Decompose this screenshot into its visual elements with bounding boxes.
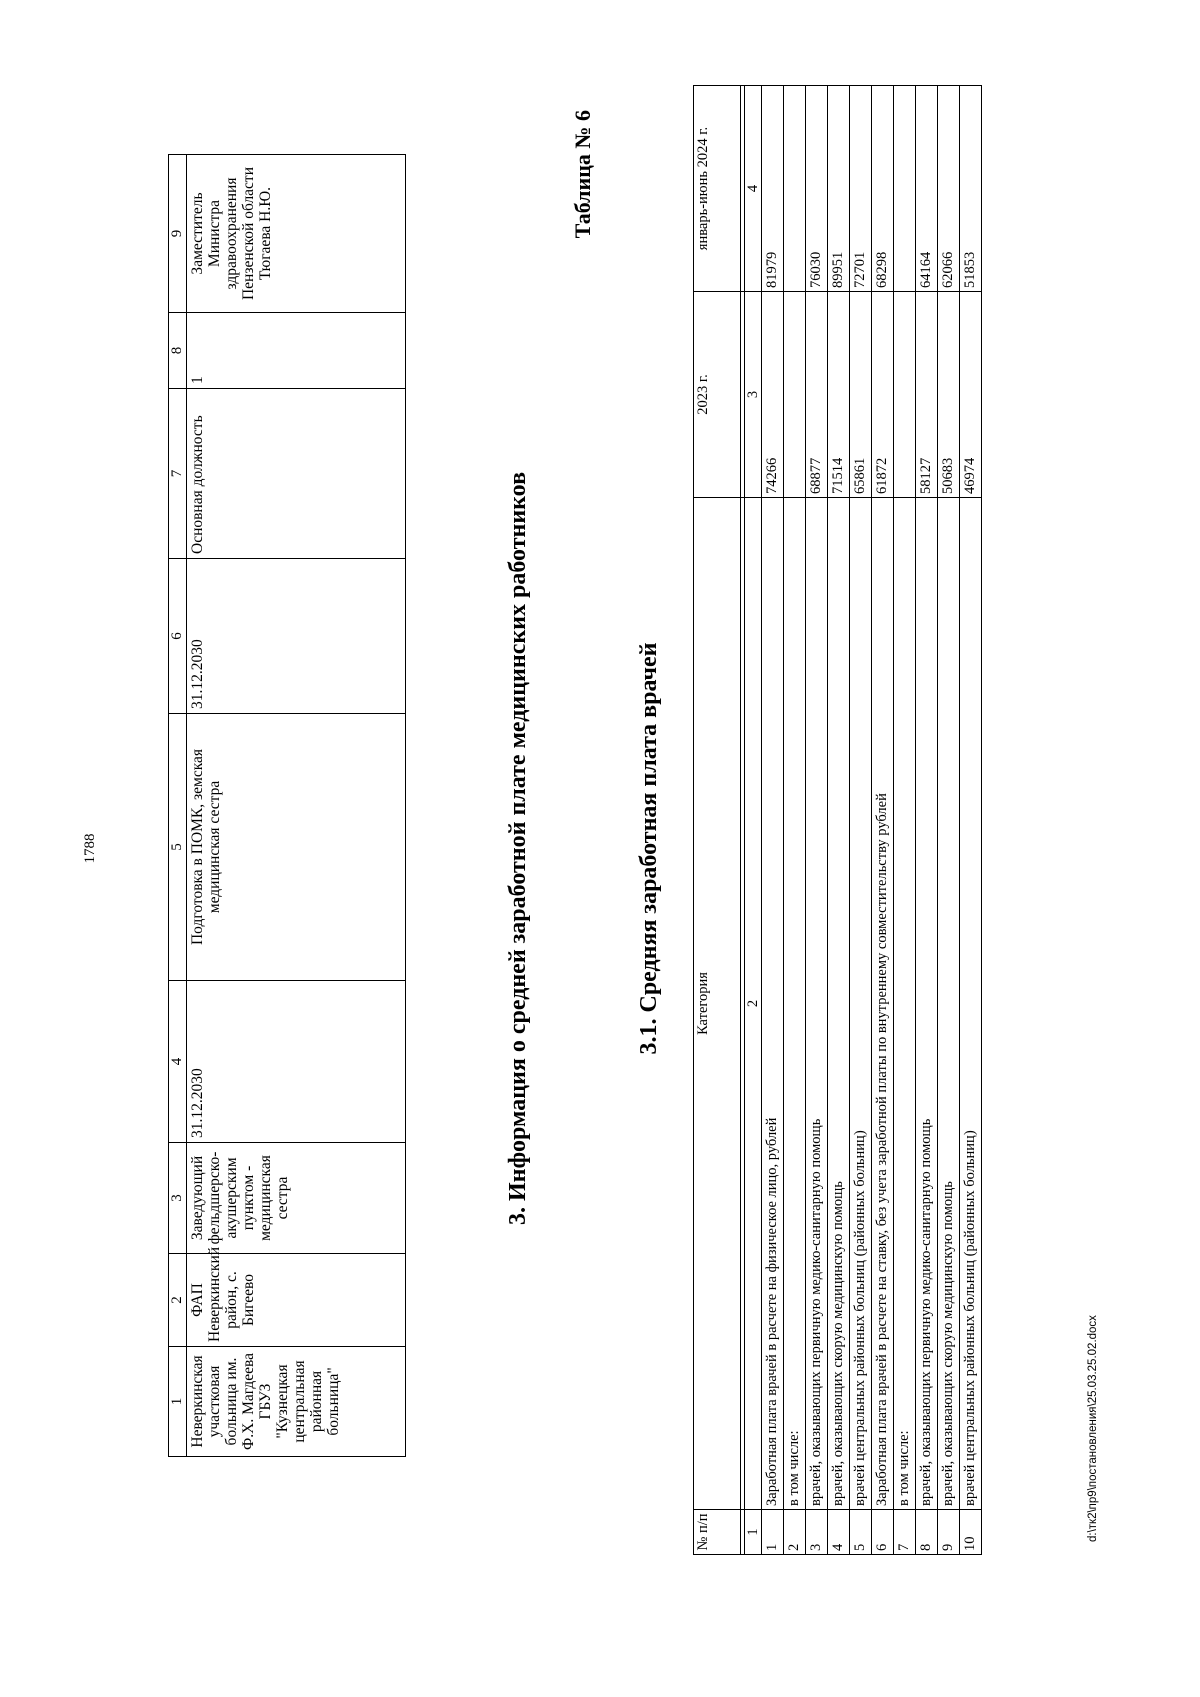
row-value-2023: 71514 [828,292,850,498]
table-row [872,86,894,1555]
organization-cell: Неверкинская участковая больница им. Ф.Х. Магдеева ГБУЗ "Кузнецкая центральная районная больница" [187,1347,406,1457]
staff-header-cell: 8 [169,313,187,389]
table-row [938,86,960,1555]
row-number: 5 [850,1510,872,1555]
row-value-2024: 51853 [960,86,982,292]
index-cell: 1 [745,1510,762,1555]
row-number: 7 [894,1510,916,1555]
row-number: 2 [784,1510,806,1555]
count-cell: 1 [187,313,406,389]
row-value-2023: 46974 [960,292,982,498]
date-cell: 31.12.2030 [187,559,406,714]
training-cell: Подготовка в ПОМК, земская медицинская сестра [187,714,406,981]
staff-header-cell: 9 [169,155,187,313]
table-row [916,86,938,1555]
row-category: Заработная плата врачей в расчете на ставку, без учета заработной платы по внутреннему совместительству рублей [872,498,894,1510]
page-number: 1788 [82,833,98,864]
row-value-2024: 64164 [916,86,938,292]
row-category: в том числе: [894,498,916,1510]
row-category: врачей центральных районных больниц (районных больниц) [960,498,982,1510]
row-value-2024 [784,86,806,292]
row-value-2024: 76030 [806,86,828,292]
salary-table [693,85,982,1555]
staff-header-cell: 1 [169,1347,187,1457]
staff-table-row [187,155,406,1457]
num-header: № п/п [694,1510,741,1555]
row-number: 4 [828,1510,850,1555]
date-cell: 31.12.2030 [187,981,406,1143]
row-value-2024 [894,86,916,292]
subsection-title: 3.1. Средняя заработная плата врачей [636,642,662,1055]
unit-cell: ФАП Неверкинский район, с. Бигеево [187,1254,406,1347]
row-number: 1 [762,1510,784,1555]
row-value-2024: 68298 [872,86,894,292]
table-row [894,86,916,1555]
table-row [960,86,982,1555]
category-header: Категория [694,498,741,1510]
row-value-2023 [894,292,916,498]
staff-header-cell: 5 [169,714,187,981]
row-category: врачей центральных районных больниц (районных больниц) [850,498,872,1510]
row-category: врачей, оказывающих первичную медико-санитарную помощь [806,498,828,1510]
table-row [828,86,850,1555]
row-value-2024: 81979 [762,86,784,292]
row-value-2023: 50683 [938,292,960,498]
row-value-2024: 89951 [828,86,850,292]
row-value-2023: 65861 [850,292,872,498]
period-2024-header: январь-июнь 2024 г. [694,86,741,292]
row-value-2023: 74266 [762,292,784,498]
salary-table-header [694,86,741,1555]
position-type-cell: Основная должность [187,389,406,559]
table-caption: Таблица № 6 [570,110,595,239]
row-number: 6 [872,1510,894,1555]
footer-file-path: d:\тк2\пр9\постановления\25.03.25.02.docx [1087,1315,1099,1542]
row-number: 9 [938,1510,960,1555]
row-number: 8 [916,1510,938,1555]
index-cell: 2 [745,498,762,1510]
index-cell: 4 [745,86,762,292]
staff-header-cell: 6 [169,559,187,714]
row-number: 10 [960,1510,982,1555]
responsible-cell: Заместитель Министра здравоохранения Пензенской области Тюгаева Н.Ю. [187,155,406,313]
row-value-2024: 72701 [850,86,872,292]
section-title: 3. Информация о средней заработной плате медицинских работников [505,471,531,1226]
staff-header-cell: 3 [169,1143,187,1254]
position-cell: Заведующий фельдшерско-акушерским пунктом - медицинская сестра [187,1143,406,1254]
table-row [784,86,806,1555]
staff-header-cell: 2 [169,1254,187,1347]
row-number: 3 [806,1510,828,1555]
table-row [806,86,828,1555]
salary-index-row [745,86,762,1555]
row-value-2024: 62066 [938,86,960,292]
row-value-2023: 61872 [872,292,894,498]
staff-table-header [169,155,187,1457]
table-row [850,86,872,1555]
row-category: в том числе: [784,498,806,1510]
row-category: врачей, оказывающих скорую медицинскую помощь [828,498,850,1510]
row-value-2023 [784,292,806,498]
row-category: врачей, оказывающих первичную медико-санитарную помощь [916,498,938,1510]
year-2023-header: 2023 г. [694,292,741,498]
staff-header-cell: 4 [169,981,187,1143]
index-cell: 3 [745,292,762,498]
staff-table [168,154,406,1457]
row-value-2023: 58127 [916,292,938,498]
row-category: врачей, оказывающих скорую медицинскую помощь [938,498,960,1510]
row-category: Заработная плата врачей в расчете на физическое лицо, рублей [762,498,784,1510]
row-value-2023: 68877 [806,292,828,498]
table-row [762,86,784,1555]
staff-header-cell: 7 [169,389,187,559]
